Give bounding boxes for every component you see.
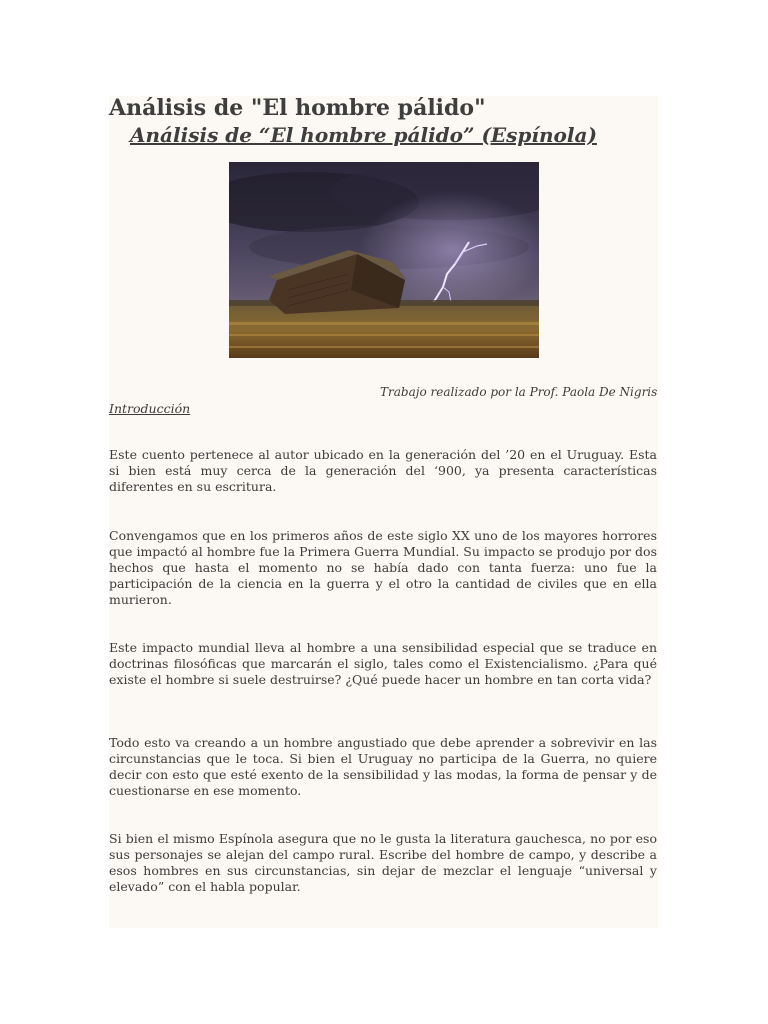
document-subtitle: Análisis de “El hombre pálido” (Espínola) <box>130 123 597 147</box>
document-title: Análisis de "El hombre pálido" <box>109 95 486 121</box>
paragraph-2: Convengamos que en los primeros años de este siglo XX uno de los mayores horrores que impactó al hombre fue la Primera Guerra Mundial. Su impacto se produjo por dos hechos que hasta el momento no se había dado con tanta fuerza: uno fue la participación de la ciencia en la guerra y el otro la cantidad de civiles que en ella murieron. <box>109 528 657 607</box>
storm-barn-image <box>229 162 539 358</box>
paragraph-3: Este impacto mundial lleva al hombre a una sensibilidad especial que se traduce en doctrinas filosóficas que marcarán el siglo, tales como el Existencialismo. ¿Para qué existe el hombre si suele destruirse? ¿Qué puede hacer un hombre en tan corta vida? <box>109 640 657 687</box>
paragraph-1: Este cuento pertenece al autor ubicado en la generación del ’20 en el Uruguay. Esta si bien está muy cerca de la generación del ‘900, ya presenta características diferentes en su escritura. <box>109 447 657 494</box>
paragraph-5: Si bien el mismo Espínola asegura que no le gusta la literatura gauchesca, no por eso sus personajes se alejan del campo rural. Escribe del hombre de campo, y describe a esos hombres en sus circunstancias, sin dejar de mezclar el lenguaje “universal y elevado” con el habla popular. <box>109 831 657 894</box>
section-heading-introduccion: Introducción <box>109 401 191 416</box>
paragraph-4: Todo esto va creando a un hombre angustiado que debe aprender a sobrevivir en las circunstancias que le toca. Si bien el Uruguay no participa de la Guerra, no quiere decir con esto que esté exento de la sensibilidad y las modas, la forma de pensar y de cuestionarse en ese momento. <box>109 735 657 798</box>
author-credit: Trabajo realizado por la Prof. Paola De Nigris <box>380 385 658 399</box>
